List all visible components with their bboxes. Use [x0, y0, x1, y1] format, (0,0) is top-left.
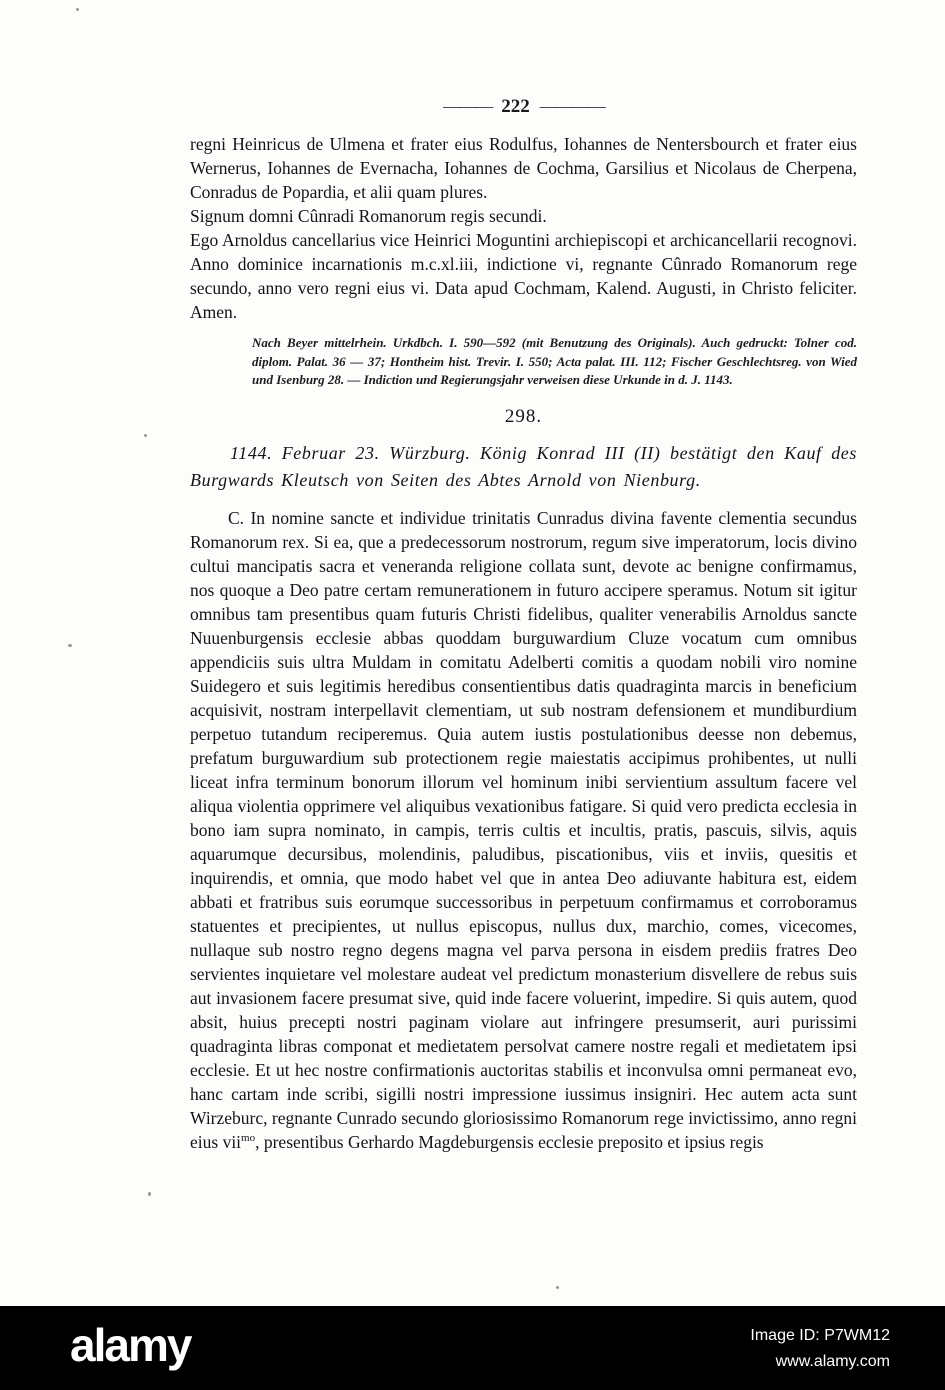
alamy-url: www.alamy.com — [775, 1353, 890, 1370]
charter-body-text-continued: , presentibus Gerhardo Magdeburgensis ecclesie preposito et ipsius regis — [255, 1131, 764, 1152]
page-number: 222 — [501, 96, 530, 117]
paragraph-signum: Signum domni Cûnradi Romanorum regis secundi. — [190, 206, 547, 226]
paragraph-witnesses: regni Heinricus de Ulmena et frater eius Rodulfus, Iohannes de Nentersbourch et frater eius Wernerus, Iohannes de Evernacha, Iohannes de Cochma, Garsilius et Nicolaus de Cherpena, Conradus de Popardia, et alii quam plures. — [190, 134, 857, 202]
scan-speck — [556, 1286, 559, 1289]
section-number: 298. — [504, 405, 543, 427]
charter-body-superscript: mo — [241, 1131, 256, 1144]
header-rule-left: ——— — [443, 96, 492, 116]
alamy-watermark-bar — [0, 1306, 945, 1390]
alamy-logo: alamy — [70, 1319, 191, 1371]
image-id-label: Image ID: P7WM12 — [750, 1327, 890, 1344]
charter-heading: 1144. Februar 23. Würzburg. König Konrad III (II) bestätigt den Kauf des Burgwards Kleutsch von Seiten des Abtes Arnold von Nienburg. — [190, 442, 857, 490]
scan-speck — [148, 1192, 151, 1196]
source-note: Nach Beyer mittelrhein. Urkdbch. I. 590—592 (mit Benutzung des Originals). Auch gedruckt: Tolner cod. diplom. Palat. 36 — 37; Hontheim hist. Trevir. I. 550; Acta palat. III. 112; Fischer Geschlechtsreg. von Wied und Isenburg 28. — Indiction und Regierungsjahr verweisen diese Urkunde in d. J. 1143. — [252, 335, 857, 387]
charter-body — [190, 506, 857, 1154]
charter-body-text: C. In nomine sancte et individue trinitatis Cunradus divina favente clementia secundus Romanorum rex. Si ea, que a predecessorum nostrorum, regum sive imperatorum, locis divino cultui mancipatis sacra et veneranda religione collata sunt, devote ac benigne confirmamus, nos quoque a Deo patre certam remunerationem in futuro accipere speramus. Notum sit igitur omnibus tam presentibus quam futuris Christi fidelibus, qualiter venerabilis Arnoldus sancte Nuuenburgensis ecclesie abbas quoddam burguwardium Cluze vocatum cum omnibus appendiciis suis ultra Muldam in comitatu Adelberti comitis a quodam nobili viro nomine Suidegero et suis legitimis heredibus consentientibus datis quadraginta marcis in beneficium acquisivit, nostram interpellavit clementiam, ut sub nostram defensionem et mundiburdium perpetuo tutandum reciperemus. Quia autem iustis postulationibus deesse non debemus, prefatum burguwardium sub protectionem regie maiestatis accipimus prohibentes, ut nulli liceat infra terminum bonorum illorum vel hominum inibi servientium assultum facere vel aliqua violentia opprimere vel aliquibus vexationibus fatigare. Si quid vero predicta ecclesia in bono iam supra nominato, in campis, terris cultis et incultis, pratis, pascuis, silvis, aquis aquarumque decursibus, molendinis, paludibus, piscationibus, viis et inviis, quesitis et inquirendis, et omnia, que modo habet vel que in antea Deo adiuvante habitura est, eidem abbati et fratribus suis eorumque successoribus in perpetuum confirmamus et corroboramus statuentes et precipientes, ut nullus episcopus, nullus dux, marchio, comes, vicecomes, nullaque sub nostro regno degens magna vel parva persona in eisdem prediis fratres Deo servientes inquietare vel molestare audeat vel predictum monasterium disvellere de rebus suis aut invasionem facere presumat sive, quid inde facere voluerint, impedire. Si quis autem, quod absit, huius precepti nostri paginam violare aut infringere presumserit, auri purissimi quadraginta libras componat et medietatem persolvat camere nostre regali et medietatem ipsi ecclesie. Et ut hec nostre confirmationis auctoritas stabilis et inconvulsa omni permaneat evo, hanc cartam inde scribi, sigilli nostri impressione iussimus insigniri. Hec autem acta sunt Wirzeburc, regnante Cunrado secundo gloriosissimo Romanorum rege invictissimo, anno regni eius vii — [190, 507, 857, 1152]
paragraph-chancellor: Ego Arnoldus cancellarius vice Heinrici Moguntini archiepiscopi et archicancellarii recognovi. Anno dominice incarnationis m.c.xl.iii, indictione vi, regnante Cûnrado Romanorum rege secundo, anno vero regni eius vi. Data apud Cochmam, Kalend. Augusti, in Christo feliciter. Amen. — [190, 230, 857, 322]
scan-speck — [76, 8, 79, 11]
page-content — [190, 96, 857, 1154]
page-number-header — [190, 96, 857, 118]
document-297-end — [190, 132, 857, 324]
alamy-info — [750, 1323, 890, 1375]
scan-speck — [144, 434, 147, 437]
scan-speck — [68, 644, 72, 647]
header-rule-right: ———— — [539, 96, 604, 116]
